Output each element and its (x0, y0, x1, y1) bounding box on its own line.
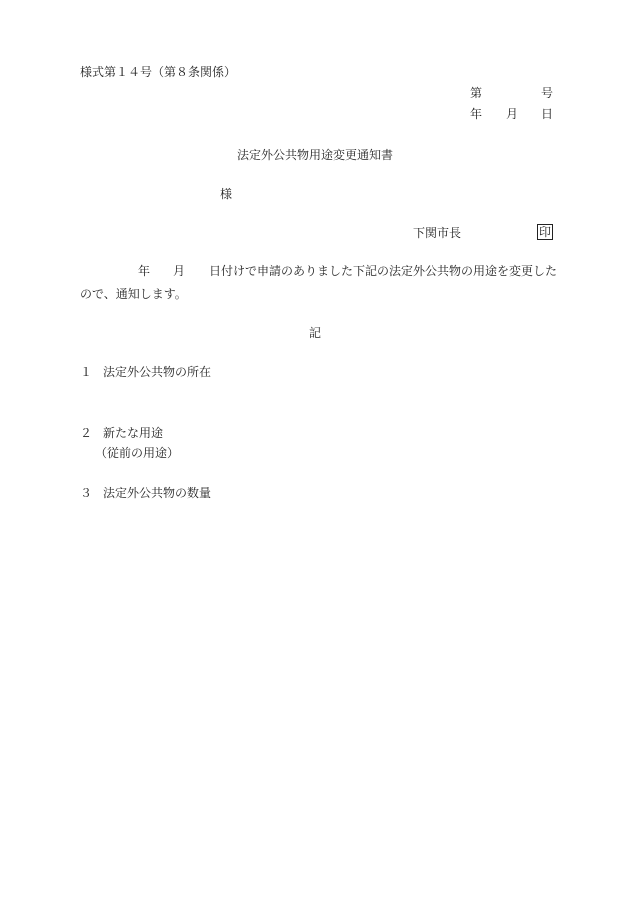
date-month-label: 月 (506, 107, 519, 121)
date-day-label: 日 (541, 107, 554, 121)
ki-heading: 記 (308, 326, 321, 340)
item-2-sublabel: （従前の用途） (95, 446, 180, 460)
seal-mark: 印 (539, 225, 552, 239)
item-3-label: 法定外公共物の数量 (103, 486, 212, 500)
item-2-label: 新たな用途 (103, 426, 164, 440)
body-text-line-1: 日付けで申請のありました下記の法定外公共物の用途を変更した (209, 264, 558, 278)
sender-name: 下関市長 (413, 226, 462, 240)
body-text-line-2: ので、通知します。 (80, 287, 187, 301)
item-2-number: ２ (80, 426, 93, 440)
body-year-label: 年 (138, 264, 151, 278)
item-3-number: ３ (80, 486, 93, 500)
item-1-number: １ (80, 365, 93, 379)
form-number-label: 様式第１４号（第８条関係） (80, 65, 237, 79)
item-1-label: 法定外公共物の所在 (103, 365, 212, 379)
document-number-suffix: 号 (541, 86, 554, 100)
body-month-label: 月 (173, 264, 186, 278)
date-year-label: 年 (470, 107, 483, 121)
addressee-honorific: 様 (220, 187, 233, 201)
document-title: 法定外公共物用途変更通知書 (236, 148, 393, 162)
document-number-prefix: 第 (470, 86, 483, 100)
